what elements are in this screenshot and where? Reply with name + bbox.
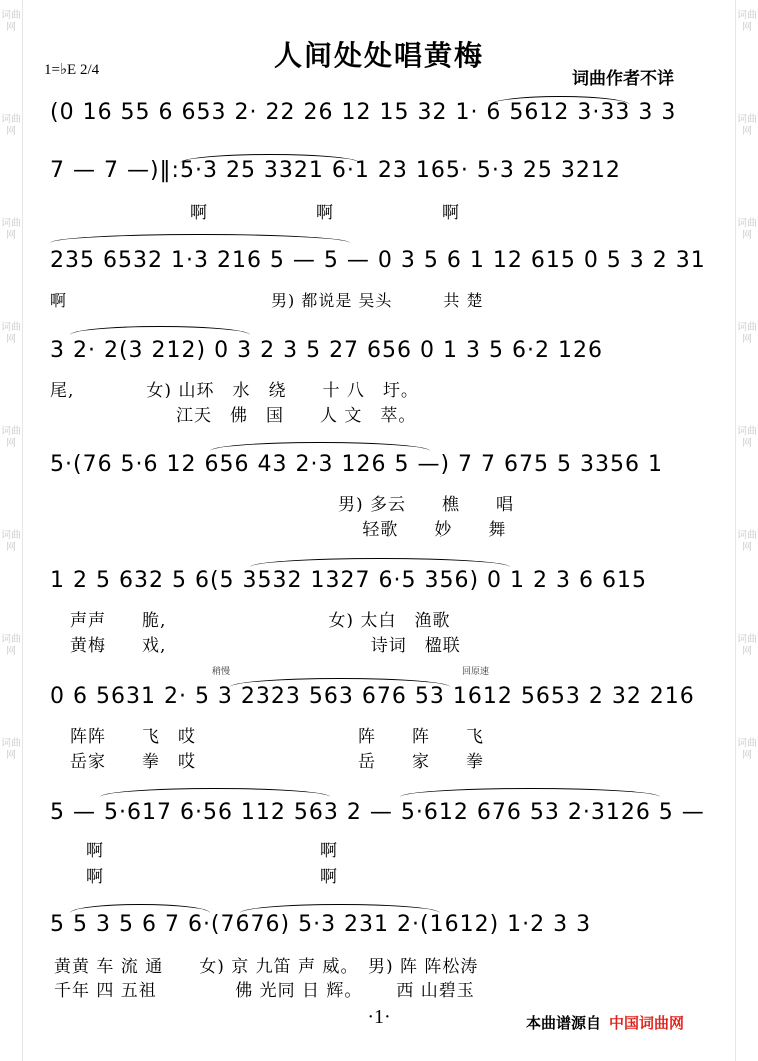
watermark-text: 词曲网 xyxy=(1,530,21,553)
source-site-link[interactable]: 中国词曲网 xyxy=(609,1014,685,1032)
notation-row: 3 2· 2(3 212) 0 3 2 3 5 27 656 0 1 3 5 6·2 126 xyxy=(50,338,603,363)
key-signature: 1=♭E 2/4 xyxy=(44,62,100,78)
notation-row: 7 — 7 —)‖:5·3 25 3321 6·1 23 165· 5·3 25 3212 xyxy=(50,158,621,183)
watermark-text: 词曲网 xyxy=(737,426,757,449)
notation-row: 0 6 5631 2· 5 3 2323 563 676 53 1612 5653 2 32 216 xyxy=(50,684,695,709)
watermark-text: 词曲网 xyxy=(1,218,21,241)
watermark-text: 词曲网 xyxy=(737,114,757,137)
credits: 词曲作者不详 xyxy=(572,69,674,89)
watermark-text: 词曲网 xyxy=(1,634,21,657)
right-watermark-strip xyxy=(735,0,758,1061)
slur xyxy=(100,788,330,797)
watermark-text: 词曲网 xyxy=(737,218,757,241)
notation-row: 1 2 5 632 5 6(5 3532 1327 6·5 356) 0 1 2 3 6 615 xyxy=(50,568,647,593)
watermark-text: 词曲网 xyxy=(1,426,21,449)
notation-row: 5 — 5·617 6·56 112 563 2 — 5·612 676 53 2·3126 5 — xyxy=(50,800,705,825)
lyric-line: 啊 啊 啊 xyxy=(190,203,460,220)
left-watermark-strip xyxy=(0,0,23,1061)
source-label: 本曲谱源自 xyxy=(526,1014,602,1032)
notation-row: (0 16 55 6 653 2· 22 26 12 15 32 1· 6 5612 3·33 3 3 xyxy=(50,100,677,125)
slur xyxy=(210,442,430,451)
slur xyxy=(70,326,250,335)
notation-row: 5 5 3 5 6 7 6·(7676) 5·3 231 2·(1612) 1·2 3 3 xyxy=(50,912,592,937)
lyric-line: 黄梅 戏, 诗词 楹联 xyxy=(70,636,461,653)
watermark-text: 词曲网 xyxy=(737,322,757,345)
lyric-line: 轻歌 妙 舞 xyxy=(50,520,507,537)
watermark-text: 词曲网 xyxy=(737,634,757,657)
lyric-line: 黄黄 车 流 通 女) 京 九笛 声 威。 男) 阵 阵松涛 xyxy=(54,957,479,974)
watermark-text: 词曲网 xyxy=(737,738,757,761)
notation-row: 5·(76 5·6 12 656 43 2·3 126 5 —) 7 7 675 5 3356 1 xyxy=(50,452,663,477)
slur xyxy=(50,234,350,243)
lyric-line: 岳家 拳 哎 岳 家 拳 xyxy=(70,752,484,769)
source-credit xyxy=(526,1012,684,1033)
lyric-line: 啊 啊 xyxy=(50,867,338,884)
watermark-text: 词曲网 xyxy=(1,10,21,33)
lyric-line: 啊 男) 都说是 吴头 共 楚 xyxy=(50,291,484,310)
watermark-text: 词曲网 xyxy=(1,114,21,137)
slur xyxy=(400,788,660,797)
lyric-line: 声声 脆, 女) 太白 渔歌 xyxy=(70,611,451,628)
lyric-line: 啊 啊 xyxy=(50,841,338,858)
watermark-text: 词曲网 xyxy=(1,322,21,345)
lyric-line: 阵阵 飞 哎 阵 阵 飞 xyxy=(70,727,484,744)
lyric-line: 尾, 女) 山环 水 绕 十 八 圩。 xyxy=(50,381,419,398)
tempo-mark: 稍慢 xyxy=(212,667,231,677)
page-number: ·1· xyxy=(367,1006,391,1028)
lyric-line: 男) 多云 樵 唱 xyxy=(50,495,515,512)
lyric-line: 江天 佛 国 人 文 萃。 xyxy=(50,406,417,423)
lyric-line: 千年 四 五祖 佛 光同 日 辉。 西 山碧玉 xyxy=(54,981,475,998)
slur xyxy=(250,558,510,567)
watermark-text: 词曲网 xyxy=(737,10,757,33)
watermark-text: 词曲网 xyxy=(737,530,757,553)
song-title: 人间处处唱黄梅 xyxy=(273,39,484,72)
tempo-mark: 回原速 xyxy=(462,667,490,677)
watermark-text: 词曲网 xyxy=(1,738,21,761)
notation-row: 235 6532 1·3 216 5 — 5 — 0 3 5 6 1 12 615 0 5 3 2 31 xyxy=(50,248,706,273)
